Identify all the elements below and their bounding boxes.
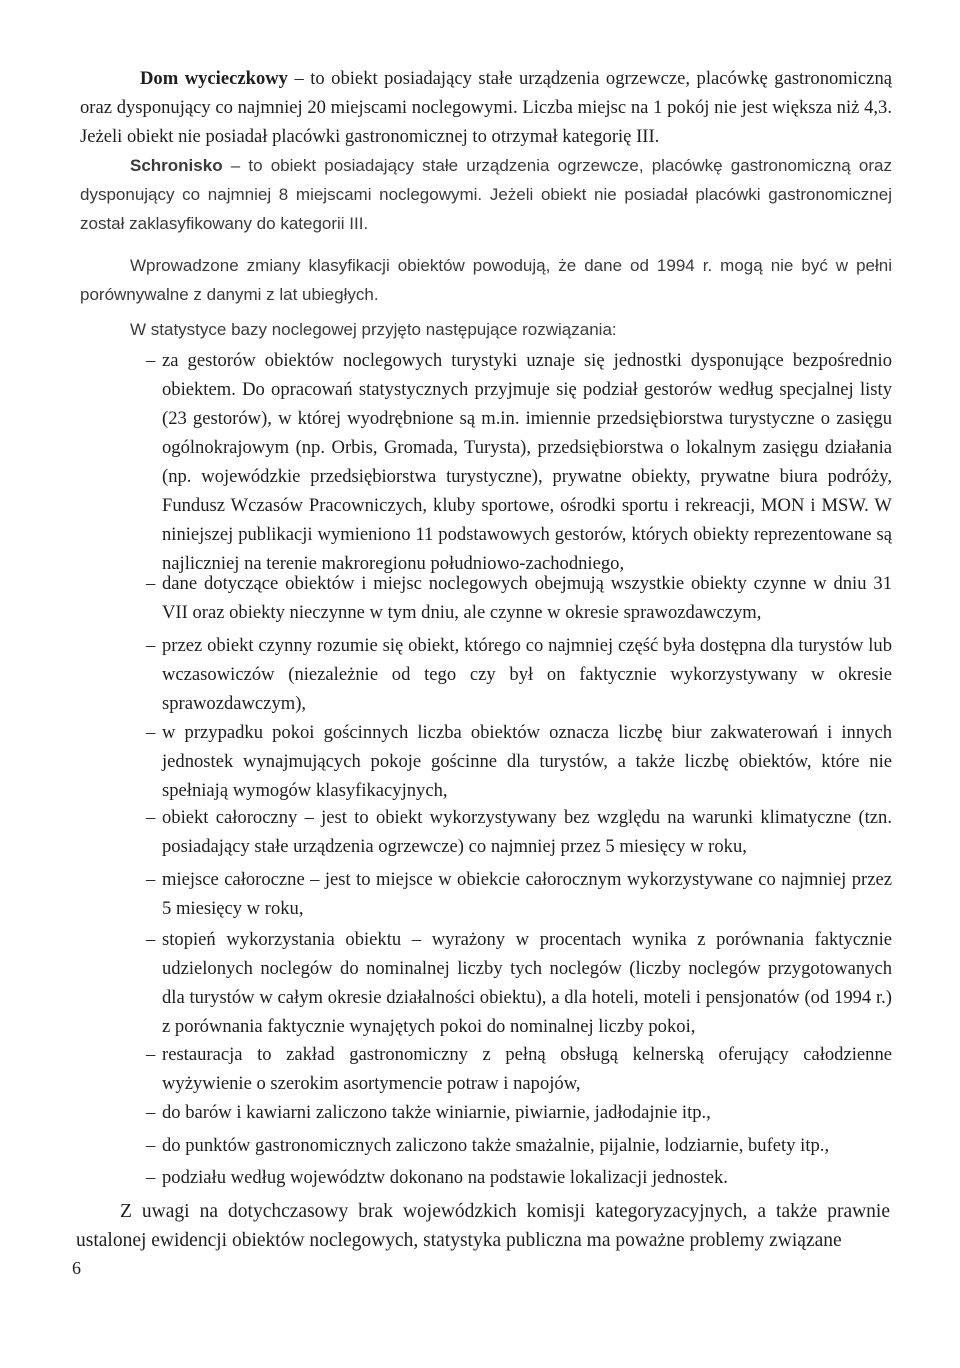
list-item-podzial: podziału według województw dokonano na podstawie lokalizacji jednostek. [162, 1167, 728, 1188]
definition-dom-wycieczkowy: – to obiekt posiadający stałe urządzenia ogrzewcze, placówkę gastronomiczną oraz dysponujący co najmniej 20 miejscami noclegowymi. Liczba miejsc na 1 pokój nie jest większa niż 4,3. Jeżeli obiekt nie posiadał placówki gastronomicznej to otrzymał kategorię III. [80, 68, 892, 147]
list-dash: – [146, 1044, 156, 1065]
list-item-obiekt-czynny: przez obiekt czynny rozumie się obiekt, którego co najmniej część była dostępna dla turystów lub wczasowiczów (niezależnie od tego czy był on faktycznie wykorzystywany w okresie sprawozdawczym), [162, 635, 892, 714]
list-dash: – [146, 869, 156, 890]
list-item-restauracja: restauracja to zakład gastronomiczny z pełną obsługą kelnerską oferujący całodzienne wyżywienie o szerokim asortymencie potraw i napojów, [162, 1044, 892, 1094]
term-dom-wycieczkowy: Dom wycieczkowy [140, 68, 288, 89]
list-item-obiekt-caloroczny: obiekt całoroczny – jest to obiekt wykorzystywany bez względu na warunki klimatyczne (tzn. posiadający stałe urządzenia ogrzewcze) co najmniej przez 5 miesięcy w roku, [162, 807, 892, 857]
list-dash: – [146, 722, 156, 743]
list-item-pokoje-goscinne: w przypadku pokoi gościnnych liczba obiektów oznacza liczbę biur zakwaterowań i innych jednostek wynajmujących pokoje gościnne dla turystów, a także liczbę obiektów, które nie spełniają wymogów klasyfikacyjnych, [162, 722, 892, 801]
paragraph-closing: Z uwagi na dotychczasowy brak wojewódzkich komisji kategoryzacyjnych, a także prawnie ustalonej ewidencji obiektów noclegowych, statystyka publiczna ma poważne problemy związane [76, 1201, 890, 1251]
paragraph-schronisko [80, 151, 892, 238]
list-dash: – [146, 1167, 156, 1188]
list-item-dane: dane dotyczące obiektów i miejsc noclegowych obejmują wszystkie obiekty czynne w dniu 31 VII oraz obiekty nieczynne w tym dniu, ale czynne w okresie sprawozdawczym, [162, 573, 892, 623]
page-number: 6 [72, 1258, 81, 1278]
list-item-punkty-gastronomiczne: do punktów gastronomicznych zaliczono także smażalnie, pijalnie, lodziarnie, bufety itp., [162, 1135, 830, 1156]
list-dash: – [146, 1135, 156, 1156]
paragraph-dom-wycieczkowy [80, 64, 892, 151]
list-dash: – [146, 635, 156, 656]
list-dash: – [146, 929, 156, 950]
list-item-stopien-wykorzystania: stopień wykorzystania obiektu – wyrażony w procentach wynika z porównania faktycznie udzielonych noclegów do nominalnej liczby tych noclegów (liczby noclegów przygotowanych dla turystów w całym okresie działalności obiektu), a dla hoteli, moteli i pensjonatów (od 1994 r.) z porównania faktycznie wynajętych pokoi do nominalnej liczby pokoi, [162, 929, 892, 1037]
list-dash: – [146, 350, 156, 371]
list-dash: – [146, 1102, 156, 1123]
list-dash: – [146, 807, 156, 828]
paragraph-zmiany: Wprowadzone zmiany klasyfikacji obiektów powodują, że dane od 1994 r. mogą nie być w pełni porównywalne z danymi z lat ubiegłych. [80, 256, 892, 304]
list-dash: – [146, 573, 156, 594]
term-schronisko: Schronisko [130, 156, 223, 175]
list-item-gestorzy: za gestorów obiektów noclegowych turystyki uznaje się jednostki dysponujące bezpośrednio obiektem. Do opracowań statystycznych przyjmuje się podział gestorów według specjalnej listy (23 gestorów), w której wyodrębnione są m.in. imiennie przedsiębiorstwa turystyczne o zasięgu ogólnokrajowym (np. Orbis, Gromada, Turysta), przedsiębiorstwa o lokalnym zasięgu działania (np. wojewódzkie przedsiębiorstwa turystyczne), prywatne obiekty, prywatne biura podróży, Fundusz Wczasów Pracowniczych, kluby sportowe, ośrodki sportu i rekreacji, MON i MSW. W niniejszej publikacji wymieniono 11 podstawowych gestorów, których obiekty reprezentowane są najliczniej na terenie makroregionu południowo-zachodniego, [162, 350, 892, 574]
list-item-bary: do barów i kawiarni zaliczono także winiarnie, piwiarnie, jadłodajnie itp., [162, 1102, 711, 1123]
definition-schronisko: – to obiekt posiadający stałe urządzenia ogrzewcze, placówkę gastronomiczną oraz dysponujący co najmniej 8 miejscami noclegowymi. Jeżeli obiekt nie posiadał placówki gastronomicznej został zaklasyfikowany do kategorii III. [80, 156, 892, 233]
list-item-miejsce-caloroczne: miejsce całoroczne – jest to miejsce w obiekcie całorocznym wykorzystywane co najmniej przez 5 miesięcy w roku, [162, 869, 892, 919]
paragraph-intro: W statystyce bazy noclegowej przyjęto następujące rozwiązania: [130, 320, 617, 339]
